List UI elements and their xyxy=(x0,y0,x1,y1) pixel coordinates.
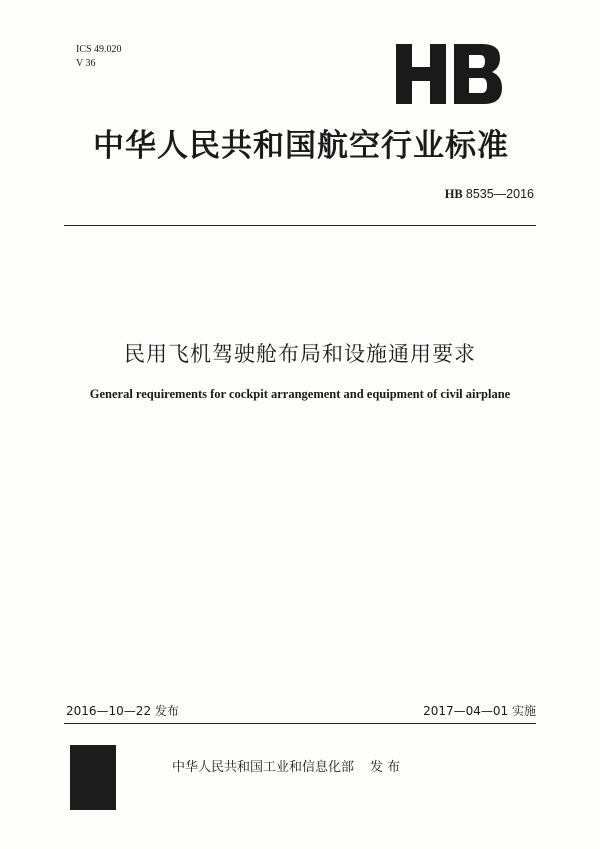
issuer-name: 中华人民共和国工业和信息化部 xyxy=(172,760,355,775)
standard-title-english: General requirements for cockpit arrangement and equipment of civil airplane xyxy=(89,387,511,401)
standard-number xyxy=(445,187,534,202)
issuer-line xyxy=(172,756,400,775)
top-divider xyxy=(64,225,536,226)
hb-logo xyxy=(396,44,504,104)
standard-number-value: 8535—2016 xyxy=(465,187,534,201)
bottom-divider xyxy=(64,723,536,724)
standard-prefix: HB xyxy=(444,187,463,201)
release-date: 2016—10—22 发布 xyxy=(66,704,179,718)
black-stamp xyxy=(70,745,116,810)
standard-title-chinese: 民用飞机驾驶舱布局和设施通用要求 xyxy=(124,342,476,366)
ics-code: ICS 49.020 xyxy=(76,44,122,55)
effective-date: 2017—04—01 实施 xyxy=(423,704,536,718)
national-standard-title: 中华人民共和国航空行业标准 xyxy=(93,128,509,164)
classification-block xyxy=(76,43,122,71)
ccs-code: V 36 xyxy=(76,58,96,69)
issuer-action: 发 布 xyxy=(370,760,401,775)
